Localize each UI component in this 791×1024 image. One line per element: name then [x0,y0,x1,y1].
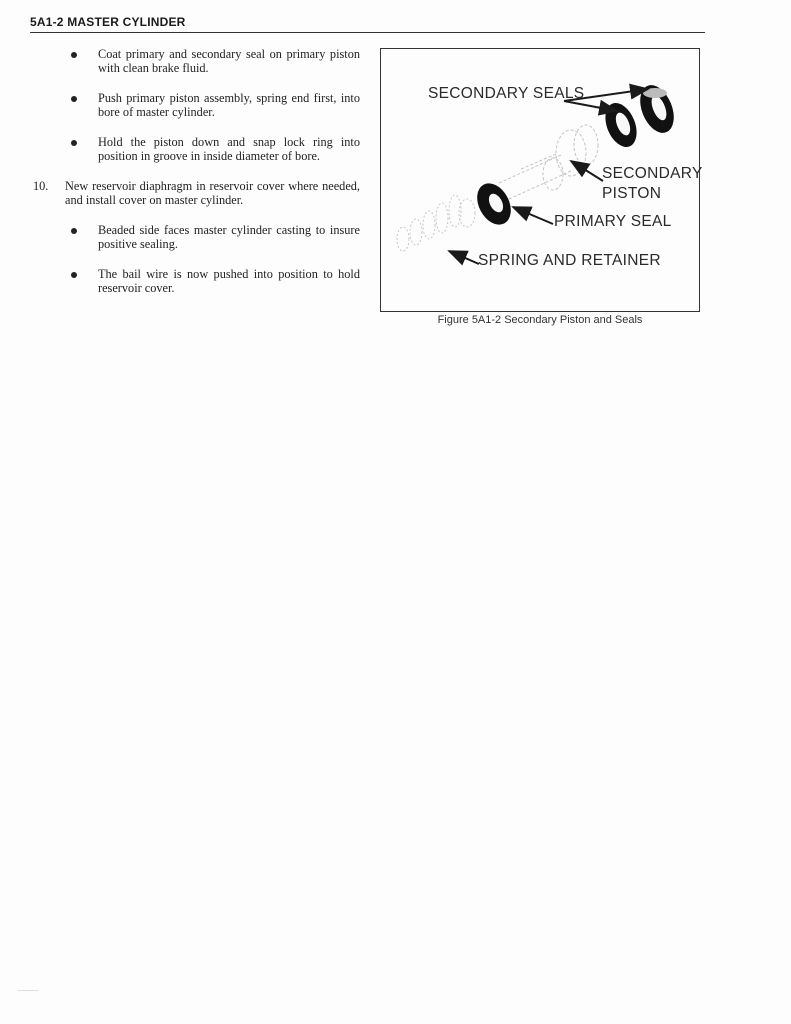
numbered-step [30,180,360,207]
figure-caption: Figure 5A1-2 Secondary Piston and Seals [437,314,643,326]
step-number: 10. [33,179,49,193]
spring-icon [397,195,475,251]
bullet-dot-icon [71,228,77,234]
step-text: New reservoir diaphragm in reservoir cover where needed, and install cover on master cylinder. [65,179,360,207]
bullet-item [30,48,360,75]
bullet-text: Beaded side faces master cylinder casting to insure positive sealing. [98,223,360,251]
bullet-item [30,268,360,295]
bullet-dot-icon [71,52,77,58]
margin-mark [18,990,38,991]
bullet-text: The bail wire is now pushed into position to hold reservoir cover. [98,267,360,295]
bullet-item [30,224,360,251]
bullet-text: Push primary piston assembly, spring end first, into bore of master cylinder. [98,91,360,119]
bullet-dot-icon [71,272,77,278]
header-rule [30,32,705,33]
bullet-item [30,92,360,119]
bullet-text: Coat primary and secondary seal on primary piston with clean brake fluid. [98,47,360,75]
bullet-text: Hold the piston down and snap lock ring into position in groove in inside diameter of bore. [98,135,360,163]
secondary-piston-icon [499,125,598,199]
label-spring-retainer: SPRING AND RETAINER [478,252,661,269]
instructions-column [30,48,360,312]
bullet-item [30,136,360,163]
label-secondary-seals: SECONDARY SEALS [428,85,585,102]
page-header: 5A1-2 MASTER CYLINDER [30,15,186,29]
bullet-dot-icon [71,140,77,146]
label-secondary-piston-line2: PISTON [602,185,662,202]
primary-seal-icon [470,178,517,231]
bullet-dot-icon [71,96,77,102]
label-primary-seal: PRIMARY SEAL [554,213,672,230]
label-secondary-piston-line1: SECONDARY [602,165,703,182]
figure-frame [380,48,703,312]
